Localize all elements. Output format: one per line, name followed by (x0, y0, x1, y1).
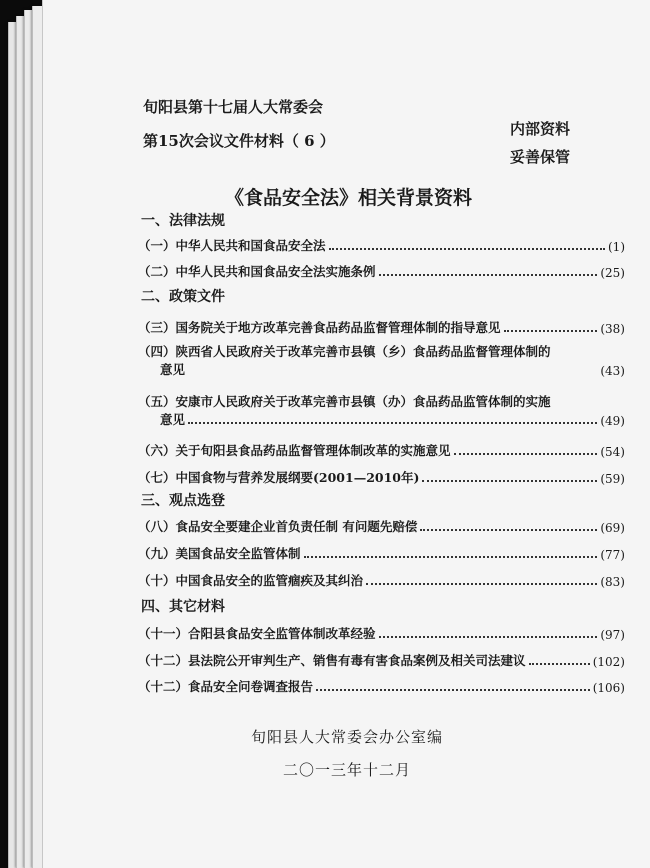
dot-leader (329, 248, 605, 250)
toc-entry-page: (25) (600, 266, 625, 280)
document-page (42, 0, 650, 868)
toc-entry-continuation: 意见 (160, 362, 186, 377)
toc-entry[interactable] (138, 468, 625, 486)
section-heading: 一、法律法规 (141, 213, 225, 229)
dot-leader (422, 480, 597, 482)
dot-leader (504, 330, 598, 332)
dot-leader (366, 583, 597, 585)
toc-entry-continuation: 意见 (160, 412, 186, 427)
toc-entry-title: （十二）县法院公开审判生产、销售有毒有害食品案例及相关司法建议 (138, 653, 526, 668)
meeting-materials-label: 第15次会议文件材料（ 6 ） (143, 132, 335, 150)
date-line: 二〇一三年十二月 (282, 761, 411, 779)
toc-entry[interactable] (138, 342, 625, 378)
toc-entry-page: (83) (600, 575, 625, 589)
toc-entry-title: （十二）食品安全问卷调查报告 (138, 679, 314, 694)
toc-entry-title: （八）食品安全要建企业首负责任制 有问题先赔偿 (138, 519, 418, 534)
toc-entry[interactable] (138, 624, 625, 642)
toc-entry-title: （十一）合阳县食品安全监管体制改革经验 (138, 626, 376, 641)
editor-line: 旬阳县人大常委会办公室编 (250, 728, 443, 746)
toc-entry-page: (54) (600, 445, 625, 459)
toc-entry[interactable] (138, 677, 625, 695)
toc-entry-page: (49) (600, 414, 625, 428)
toc-entry-title: （三）国务院关于地方改革完善食品药品监督管理体制的指导意见 (138, 320, 501, 335)
toc-entry-title: （一）中华人民共和国食品安全法 (138, 238, 326, 253)
toc-entry-page: (59) (600, 472, 625, 486)
dot-leader (188, 422, 597, 424)
toc-entry[interactable] (138, 571, 625, 589)
dot-leader (454, 453, 598, 455)
toc-entry[interactable] (138, 651, 625, 669)
toc-entry-title: （四）陕西省人民政府关于改革完善市县镇（乡）食品药品监督管理体制的 (138, 344, 551, 359)
dot-leader (379, 274, 598, 276)
toc-entry[interactable] (138, 262, 625, 280)
toc-entry-page: (77) (600, 548, 625, 562)
toc-entry-title: （十）中国食品安全的监管痼疾及其纠治 (138, 573, 364, 588)
toc-entry[interactable] (138, 392, 625, 428)
dot-leader (304, 556, 598, 558)
classification-label: 内部资料 (510, 120, 571, 138)
toc-entry-page: (102) (592, 655, 625, 669)
toc-entry-title: （六）关于旬阳县食品药品监督管理体制改革的实施意见 (138, 443, 451, 458)
dot-leader (379, 636, 598, 638)
issuing-organization: 旬阳县第十七届人大常委会 (143, 98, 324, 116)
toc-entry-title: （五）安康市人民政府关于改革完善市县镇（办）食品药品监管体制的实施 (138, 394, 551, 409)
toc-entry[interactable] (138, 517, 625, 535)
toc-entry-page: (43) (600, 364, 625, 378)
toc-entry[interactable] (138, 441, 625, 459)
toc-entry-title: （九）美国食品安全监管体制 (138, 546, 301, 561)
toc-entry-page: (97) (600, 628, 625, 642)
toc-entry-page: (1) (608, 240, 625, 254)
dot-leader (420, 529, 597, 531)
toc-entry-page: (38) (600, 322, 625, 336)
toc-entry-page: (69) (600, 521, 625, 535)
handling-label: 妥善保管 (510, 148, 571, 166)
section-heading: 三、观点选登 (141, 493, 225, 509)
dot-leader (316, 689, 590, 691)
document-title: 《食品安全法》相关背景资料 (225, 187, 473, 209)
section-heading: 二、政策文件 (141, 289, 225, 305)
toc-entry[interactable] (138, 318, 625, 336)
toc-entry-title: （二）中华人民共和国食品安全法实施条例 (138, 264, 376, 279)
toc-entry-page: (106) (592, 681, 625, 695)
toc-entry-title: （七）中国食物与营养发展纲要(2001—2010年) (138, 470, 420, 485)
section-heading: 四、其它材料 (141, 599, 225, 615)
toc-entry[interactable] (138, 544, 625, 562)
toc-entry[interactable] (138, 236, 625, 254)
dot-leader (529, 663, 590, 665)
